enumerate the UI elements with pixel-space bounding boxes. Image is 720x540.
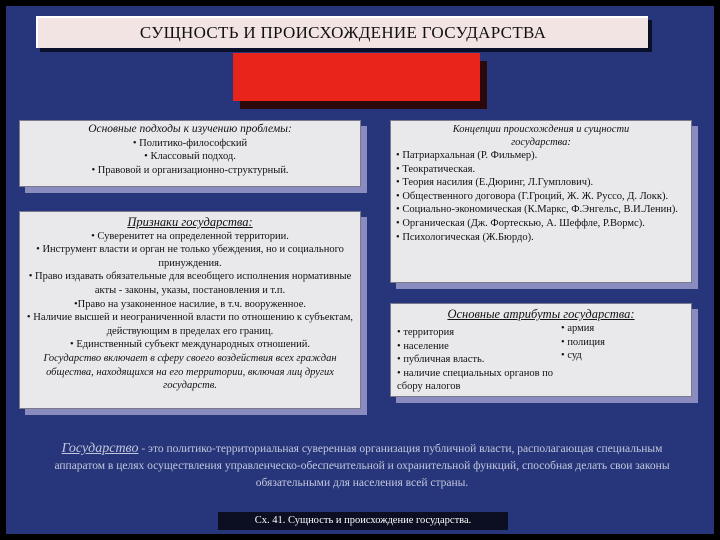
list-item: • Теория насилия (Е.Дюринг, Л.Гумплович). bbox=[396, 177, 594, 189]
approaches-list bbox=[20, 137, 360, 178]
attributes-left-list bbox=[397, 326, 562, 394]
signs-heading: Признаки государства: bbox=[127, 215, 253, 229]
signs-box bbox=[19, 211, 361, 409]
concepts-heading: Концепции происхождения и сущности государства: bbox=[452, 124, 630, 148]
list-item: • публичная власть. bbox=[397, 354, 485, 366]
list-item: • Психологическая (Ж.Бюрдо). bbox=[396, 231, 534, 243]
concepts-box bbox=[390, 120, 692, 283]
concepts-list bbox=[391, 149, 691, 244]
definition-term: Государство bbox=[61, 441, 139, 456]
attributes-right-list bbox=[561, 322, 681, 363]
list-item: • полиция bbox=[561, 336, 605, 348]
approaches-box bbox=[19, 120, 361, 187]
list-item: • Классовый подход. bbox=[144, 151, 236, 163]
figure-caption: Сх. 41. Сущность и происхождение государства. bbox=[218, 512, 508, 530]
list-item: • Социально-экономическая (К.Маркс, Ф.Энгельс, В.И.Ленин). bbox=[396, 204, 679, 216]
definition-text: - это политико-территориальная суверенная организация публичной власти, располагающая специальным аппаратом в целях осуществления управленческо-обеспечительной и охранительной функций, способная делать свои законы обязательными для населения всей страны. bbox=[54, 443, 670, 489]
signs-list bbox=[20, 230, 360, 352]
list-item: • армия bbox=[561, 323, 595, 334]
list-item: • население bbox=[397, 340, 449, 352]
list-item: • суд bbox=[561, 350, 582, 362]
state-definition bbox=[52, 440, 672, 492]
list-item: • Теократическая. bbox=[396, 163, 476, 175]
list-item: • Органическая (Дж. Фортескью, А. Шеффле, Р.Вормс). bbox=[396, 217, 645, 229]
list-item: • Суверенитет на определенной территории. bbox=[91, 230, 289, 242]
signs-note: Государство включает в сферу своего воздействия всех граждан общества, находящихся на его территории, включая лиц других государств. bbox=[43, 352, 337, 392]
page-title: СУЩНОСТЬ И ПРОИСХОЖДЕНИЕ ГОСУДАРСТВА bbox=[36, 16, 648, 48]
list-item: •Право на узаконенное насилие, в т.ч. вооруженное. bbox=[73, 298, 307, 310]
list-item: • Правовой и организационно-структурный. bbox=[91, 164, 289, 176]
list-item: • наличие специальных органов по сбору налогов bbox=[397, 367, 554, 393]
list-item: • Общественного договора (Г.Гроций, Ж. Ж. Руссо, Д. Локк). bbox=[396, 190, 669, 202]
list-item: • Право издавать обязательные для всеобщего исполнения нормативные акты - законы, указы, постановления и т.п. bbox=[28, 271, 352, 296]
list-item: • Патриархальная (Р. Фильмер). bbox=[396, 150, 538, 161]
list-item: • территория bbox=[397, 327, 455, 338]
approaches-heading: Основные подходы к изучению проблемы: bbox=[88, 123, 292, 135]
list-item: • Наличие высшей и неограниченной власти по отношению к субъектам, действующим в пределах его границ. bbox=[26, 312, 354, 337]
list-item: • Инструмент власти и орган не только убеждения, но и социального принуждения. bbox=[36, 244, 344, 269]
attributes-heading: Основные атрибуты государства: bbox=[447, 307, 635, 321]
red-decorative-block bbox=[233, 53, 480, 101]
list-item: • Политико-философский bbox=[132, 137, 248, 149]
list-item: • Единственный субъект международных отношений. bbox=[70, 339, 310, 351]
attributes-box bbox=[390, 303, 692, 397]
